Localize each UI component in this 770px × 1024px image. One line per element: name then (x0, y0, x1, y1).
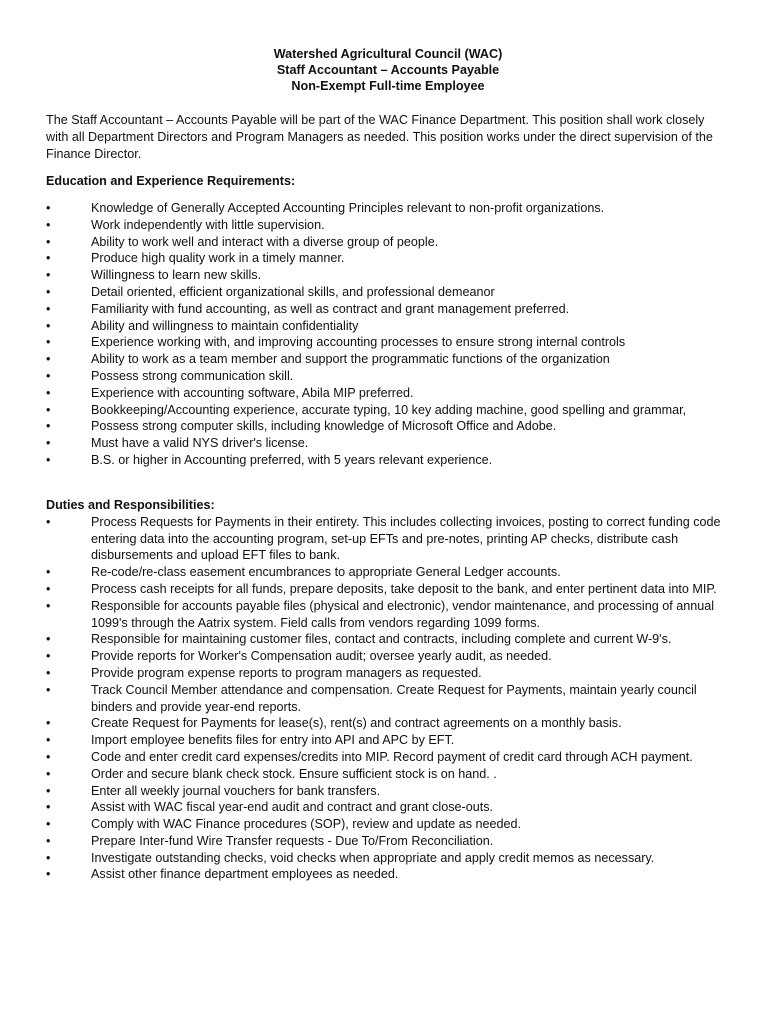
list-item (46, 200, 730, 217)
list-item (46, 318, 730, 335)
list-item (46, 598, 730, 632)
document-page (46, 46, 730, 883)
bullet-icon: • (46, 452, 51, 467)
list-item-text: Provide program expense reports to program managers as requested. (91, 665, 482, 680)
list-item-text: Must have a valid NYS driver's license. (91, 436, 309, 451)
bullet-icon: • (46, 783, 51, 798)
list-item-text: Investigate outstanding checks, void checks when appropriate and apply credit memos as necessary. (91, 850, 655, 865)
list-item (46, 368, 730, 385)
list-item (46, 418, 730, 435)
list-item-text: Familiarity with fund accounting, as well as contract and grant management preferred. (91, 301, 570, 316)
employment-type: Non-Exempt Full-time Employee (291, 79, 485, 93)
bullet-icon: • (46, 733, 51, 748)
bullet-icon: • (46, 800, 51, 815)
list-item (46, 581, 730, 598)
list-item (46, 452, 730, 469)
bullet-icon: • (46, 581, 51, 596)
list-item-text: Willingness to learn new skills. (91, 268, 262, 283)
bullet-icon: • (46, 632, 51, 647)
bullet-icon: • (46, 436, 51, 451)
list-item-text: Knowledge of Generally Accepted Accounting Principles relevant to non-profit organizations. (91, 201, 605, 215)
list-item (46, 351, 730, 368)
bullet-icon: • (46, 833, 51, 848)
job-title: Staff Accountant – Accounts Payable (276, 63, 500, 77)
list-item-text: Assist other finance department employees as needed. (91, 867, 399, 882)
bullet-icon: • (46, 217, 51, 232)
education-list (46, 200, 730, 469)
list-item (46, 766, 730, 783)
bullet-icon: • (46, 301, 51, 316)
list-item-text: Bookkeeping/Accounting experience, accurate typing, 10 key adding machine, good spelling and grammar, (91, 402, 687, 417)
list-item (46, 385, 730, 402)
list-item-text: Track Council Member attendance and compensation. Create Request for Payments, maintain yearly council binders and provide year-end reports. (91, 682, 697, 714)
bullet-icon: • (46, 368, 51, 383)
list-item (46, 301, 730, 318)
list-item-text: Ability to work well and interact with a diverse group of people. (91, 234, 439, 249)
list-item-text: B.S. or higher in Accounting preferred, with 5 years relevant experience. (91, 452, 493, 467)
list-item (46, 234, 730, 251)
list-item (46, 217, 730, 234)
bullet-icon: • (46, 867, 51, 882)
list-item (46, 631, 730, 648)
bullet-icon: • (46, 649, 51, 664)
bullet-icon: • (46, 850, 51, 865)
list-item-text: Prepare Inter-fund Wire Transfer requests - Due To/From Reconciliation. (91, 833, 494, 848)
education-heading: Education and Experience Requirements: (46, 174, 296, 188)
list-item-text: Re-code/re-class easement encumbrances to appropriate General Ledger accounts. (91, 565, 561, 580)
list-item-text: Import employee benefits files for entry into API and APC by EFT. (91, 733, 455, 748)
bullet-icon: • (46, 402, 51, 417)
list-item-text: Work independently with little supervision. (91, 217, 325, 232)
list-item-text: Provide reports for Worker's Compensation audit; oversee yearly audit, as needed. (91, 649, 552, 664)
bullet-icon: • (46, 335, 51, 350)
bullet-icon: • (46, 682, 51, 697)
list-item (46, 435, 730, 452)
list-item-text: Order and secure blank check stock. Ensure sufficient stock is on hand. . (91, 766, 497, 781)
list-item-text: Code and enter credit card expenses/credits into MIP. Record payment of credit card through ACH payment. (91, 749, 693, 764)
list-item (46, 564, 730, 581)
list-item-text: Detail oriented, efficient organizational skills, and professional demeanor (91, 284, 495, 299)
list-item (46, 783, 730, 800)
bullet-icon: • (46, 598, 51, 613)
list-item-text: Ability to work as a team member and support the programmatic functions of the organization (91, 352, 610, 367)
bullet-icon: • (46, 201, 51, 215)
duties-heading: Duties and Responsibilities: (46, 497, 215, 512)
bullet-icon: • (46, 234, 51, 249)
list-item (46, 732, 730, 749)
bullet-icon: • (46, 284, 51, 299)
list-item (46, 648, 730, 665)
list-item (46, 250, 730, 267)
list-item-text: Experience with accounting software, Abila MIP preferred. (91, 385, 414, 400)
bullet-icon: • (46, 352, 51, 367)
section-gap (46, 469, 730, 497)
list-item-text: Assist with WAC fiscal year-end audit and contract and grant close-outs. (91, 800, 494, 815)
list-item (46, 514, 730, 564)
duties-list (46, 514, 730, 884)
list-item-text: Possess strong computer skills, including knowledge of Microsoft Office and Adobe. (91, 419, 557, 434)
list-item-text: Responsible for maintaining customer files, contact and contracts, including complete and current W-9's. (91, 632, 672, 647)
bullet-icon: • (46, 385, 51, 400)
intro-paragraph: The Staff Accountant – Accounts Payable will be part of the WAC Finance Department. This position shall work closely with all Department Directors and Program Managers as needed. This position works under the direct supervision of the Finance Director. (46, 113, 713, 161)
list-item-text: Ability and willingness to maintain confidentiality (91, 318, 359, 333)
list-item-text: Experience working with, and improving accounting processes to ensure strong internal controls (91, 335, 626, 350)
list-item (46, 799, 730, 816)
bullet-icon: • (46, 817, 51, 832)
list-item (46, 682, 730, 716)
bullet-icon: • (46, 665, 51, 680)
bullet-icon: • (46, 268, 51, 283)
list-item (46, 334, 730, 351)
org-name: Watershed Agricultural Council (WAC) (273, 47, 503, 61)
bullet-icon: • (46, 565, 51, 580)
bullet-icon: • (46, 514, 51, 529)
list-item (46, 284, 730, 301)
list-item-text: Process Requests for Payments in their entirety. This includes collecting invoices, posting to correct funding code entering data into the accounting program, set-up EFTs and pre-notes, printing AP checks, distribute cash disbursements and upload EFT files to bank. (91, 514, 721, 563)
list-item (46, 715, 730, 732)
list-item (46, 866, 730, 883)
bullet-icon: • (46, 318, 51, 333)
bullet-icon: • (46, 716, 51, 731)
list-item-text: Process cash receipts for all funds, prepare deposits, take deposit to the bank, and enter pertinent data into MIP. (91, 581, 717, 596)
list-item (46, 816, 730, 833)
list-item-text: Possess strong communication skill. (91, 368, 294, 383)
list-item (46, 267, 730, 284)
list-item (46, 402, 730, 419)
list-item-text: Produce high quality work in a timely manner. (91, 251, 345, 266)
bullet-icon: • (46, 251, 51, 266)
document-header (46, 46, 730, 94)
list-item-text: Enter all weekly journal vouchers for bank transfers. (91, 783, 381, 798)
list-item (46, 833, 730, 850)
list-item-text: Create Request for Payments for lease(s), rent(s) and contract agreements on a monthly basis. (91, 716, 622, 731)
bullet-icon: • (46, 749, 51, 764)
bullet-icon: • (46, 766, 51, 781)
list-item (46, 749, 730, 766)
list-item-text: Comply with WAC Finance procedures (SOP), review and update as needed. (91, 817, 522, 832)
bullet-icon: • (46, 419, 51, 434)
list-item-text: Responsible for accounts payable files (physical and electronic), vendor maintenance, and processing of annual 1099's through the Aatrix system. Field calls from vendors regarding 1099 forms. (91, 598, 715, 630)
list-item (46, 665, 730, 682)
list-item (46, 850, 730, 867)
